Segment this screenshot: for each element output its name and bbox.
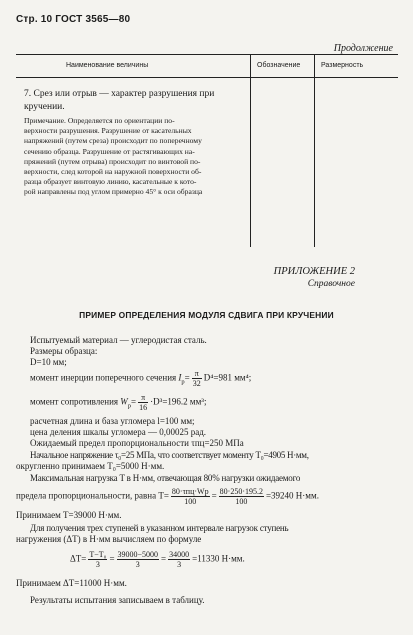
dt-lhs: ΔT= bbox=[70, 553, 87, 564]
dt-fraction-1: $\frac{\text{T−T₀}}{3}$ bbox=[89, 550, 107, 569]
limit-formula-line bbox=[16, 487, 319, 506]
inertia-prefix: момент инерции поперечного сечения bbox=[30, 372, 177, 383]
item-line-1: 7. Срез или отрыв — характер разрушения при bbox=[24, 89, 215, 99]
steps-line-1: Для получения трех ступеней в указанном интервале нагрузок ступень bbox=[30, 523, 289, 533]
column-header-symbol: Обозначение bbox=[257, 62, 301, 69]
resist-symbol: W bbox=[120, 396, 128, 407]
section-title: ПРИМЕР ОПРЕДЕЛЕНИЯ МОДУЛЯ СДВИГА ПРИ КРУЧЕНИИ bbox=[79, 310, 334, 320]
initial-stress-line: Начальное напряжение τ₀=25 МПа, что соответствует моменту T₀=4905 Н·мм, bbox=[30, 450, 309, 460]
max-load-line: Максимальная нагрузка T в Н·мм, отвечающая 80% нагрузки ожидаемого bbox=[30, 473, 301, 483]
page-header: Стр. 10 ГОСТ 3565—80 bbox=[16, 14, 131, 25]
note-line: разца образует винтовую линию, касательные к кото- bbox=[24, 177, 197, 187]
resist-eq: = bbox=[131, 396, 137, 407]
note-line: пряжений (путем отрыва) происходит по винтовой по- bbox=[24, 156, 201, 166]
initial-stress-line-2: округленно принимаем T₀=5000 Н·мм. bbox=[16, 461, 165, 471]
gauge-division-line: цена деления шкалы угломера — 0,00025 рад. bbox=[30, 427, 207, 437]
resist-fraction: $\frac{\pi}{16}$ bbox=[139, 393, 148, 412]
table-divider-2 bbox=[314, 54, 315, 247]
appendix-title: ПРИЛОЖЕНИЕ 2 bbox=[273, 266, 355, 277]
sizes-line: Размеры образца: bbox=[30, 346, 98, 356]
appendix-subtitle: Справочное bbox=[307, 279, 355, 289]
column-header-unit: Размерность bbox=[321, 62, 364, 69]
resist-sub: p bbox=[127, 402, 132, 410]
inertia-fraction: $\frac{\pi}{32}$ bbox=[192, 369, 201, 388]
inertia-line bbox=[30, 369, 251, 388]
note-line: рой направлены под углом примерно 45° к оси образца bbox=[24, 187, 203, 197]
inertia-eq: = bbox=[184, 372, 190, 383]
material-line: Испытуемый материал — углеродистая сталь. bbox=[30, 335, 207, 345]
continuation-label: Продолжение bbox=[333, 43, 393, 54]
accept-dt-line: Принимаем ΔT=11000 Н·мм. bbox=[16, 578, 127, 588]
note-line: сечению образца. Разрушение от растягивающих на- bbox=[24, 146, 195, 156]
steps-line-2: нагружения (ΔT) в Н·мм вычисляем по формуле bbox=[16, 534, 202, 544]
table-header-rule bbox=[16, 77, 398, 78]
inertia-sub: p bbox=[181, 378, 185, 386]
limit-prefix: предела пропорциональности, равна T= bbox=[16, 490, 169, 501]
diameter-line: D=10 мм; bbox=[30, 357, 67, 367]
note-line: верхности разрушения. Разрушение от касательных bbox=[24, 126, 192, 136]
note-line: верхности, след которой на наружной поверхности об- bbox=[24, 167, 202, 177]
limit-fraction-2: $\frac{80\cdot 250\cdot 195.2}{100}$ bbox=[219, 487, 263, 506]
delta-t-formula bbox=[70, 550, 245, 569]
limit-fraction-1: $\frac{\text{80·τпц·Wp}}{100}$ bbox=[171, 487, 209, 506]
dt-fraction-2: $\frac{39000-5000}{3}$ bbox=[117, 550, 159, 569]
inertia-symbol: I bbox=[178, 372, 182, 383]
resist-rest: ·D³=196.2 мм³; bbox=[150, 396, 207, 407]
table-top-rule bbox=[16, 54, 398, 55]
results-line: Результаты испытания записываем в таблицу. bbox=[30, 595, 205, 605]
expected-limit-line: Ожидаемый предел пропорциональности τпц=250 МПа bbox=[30, 438, 244, 448]
inertia-rest: D⁴=981 мм⁴; bbox=[203, 372, 252, 383]
resistance-line bbox=[30, 393, 207, 412]
dt-result: =11330 Н·мм. bbox=[192, 553, 245, 564]
dt-fraction-3: $\frac{34000}{3}$ bbox=[169, 550, 190, 569]
dt-eq-1: = bbox=[109, 553, 115, 564]
table-note bbox=[24, 116, 246, 198]
item-line-2: кручении. bbox=[24, 102, 65, 112]
note-line: Примечание. Определяется по ориентации по- bbox=[24, 116, 175, 125]
dt-eq-2: = bbox=[161, 553, 167, 564]
limit-eq: = bbox=[211, 490, 217, 501]
table-item-7 bbox=[24, 88, 246, 114]
resist-prefix: момент сопротивления bbox=[30, 396, 119, 407]
table-divider-1 bbox=[250, 54, 251, 247]
column-header-name: Наименование величины bbox=[66, 62, 149, 69]
limit-result: =39240 Н·мм. bbox=[265, 490, 319, 501]
note-line: напряжений (путем среза) происходит по поперечному bbox=[24, 136, 202, 146]
accept-t-line: Принимаем T=39000 Н·мм. bbox=[16, 510, 122, 520]
gauge-length-line: расчетная длина и база угломера l=100 мм; bbox=[30, 416, 195, 426]
